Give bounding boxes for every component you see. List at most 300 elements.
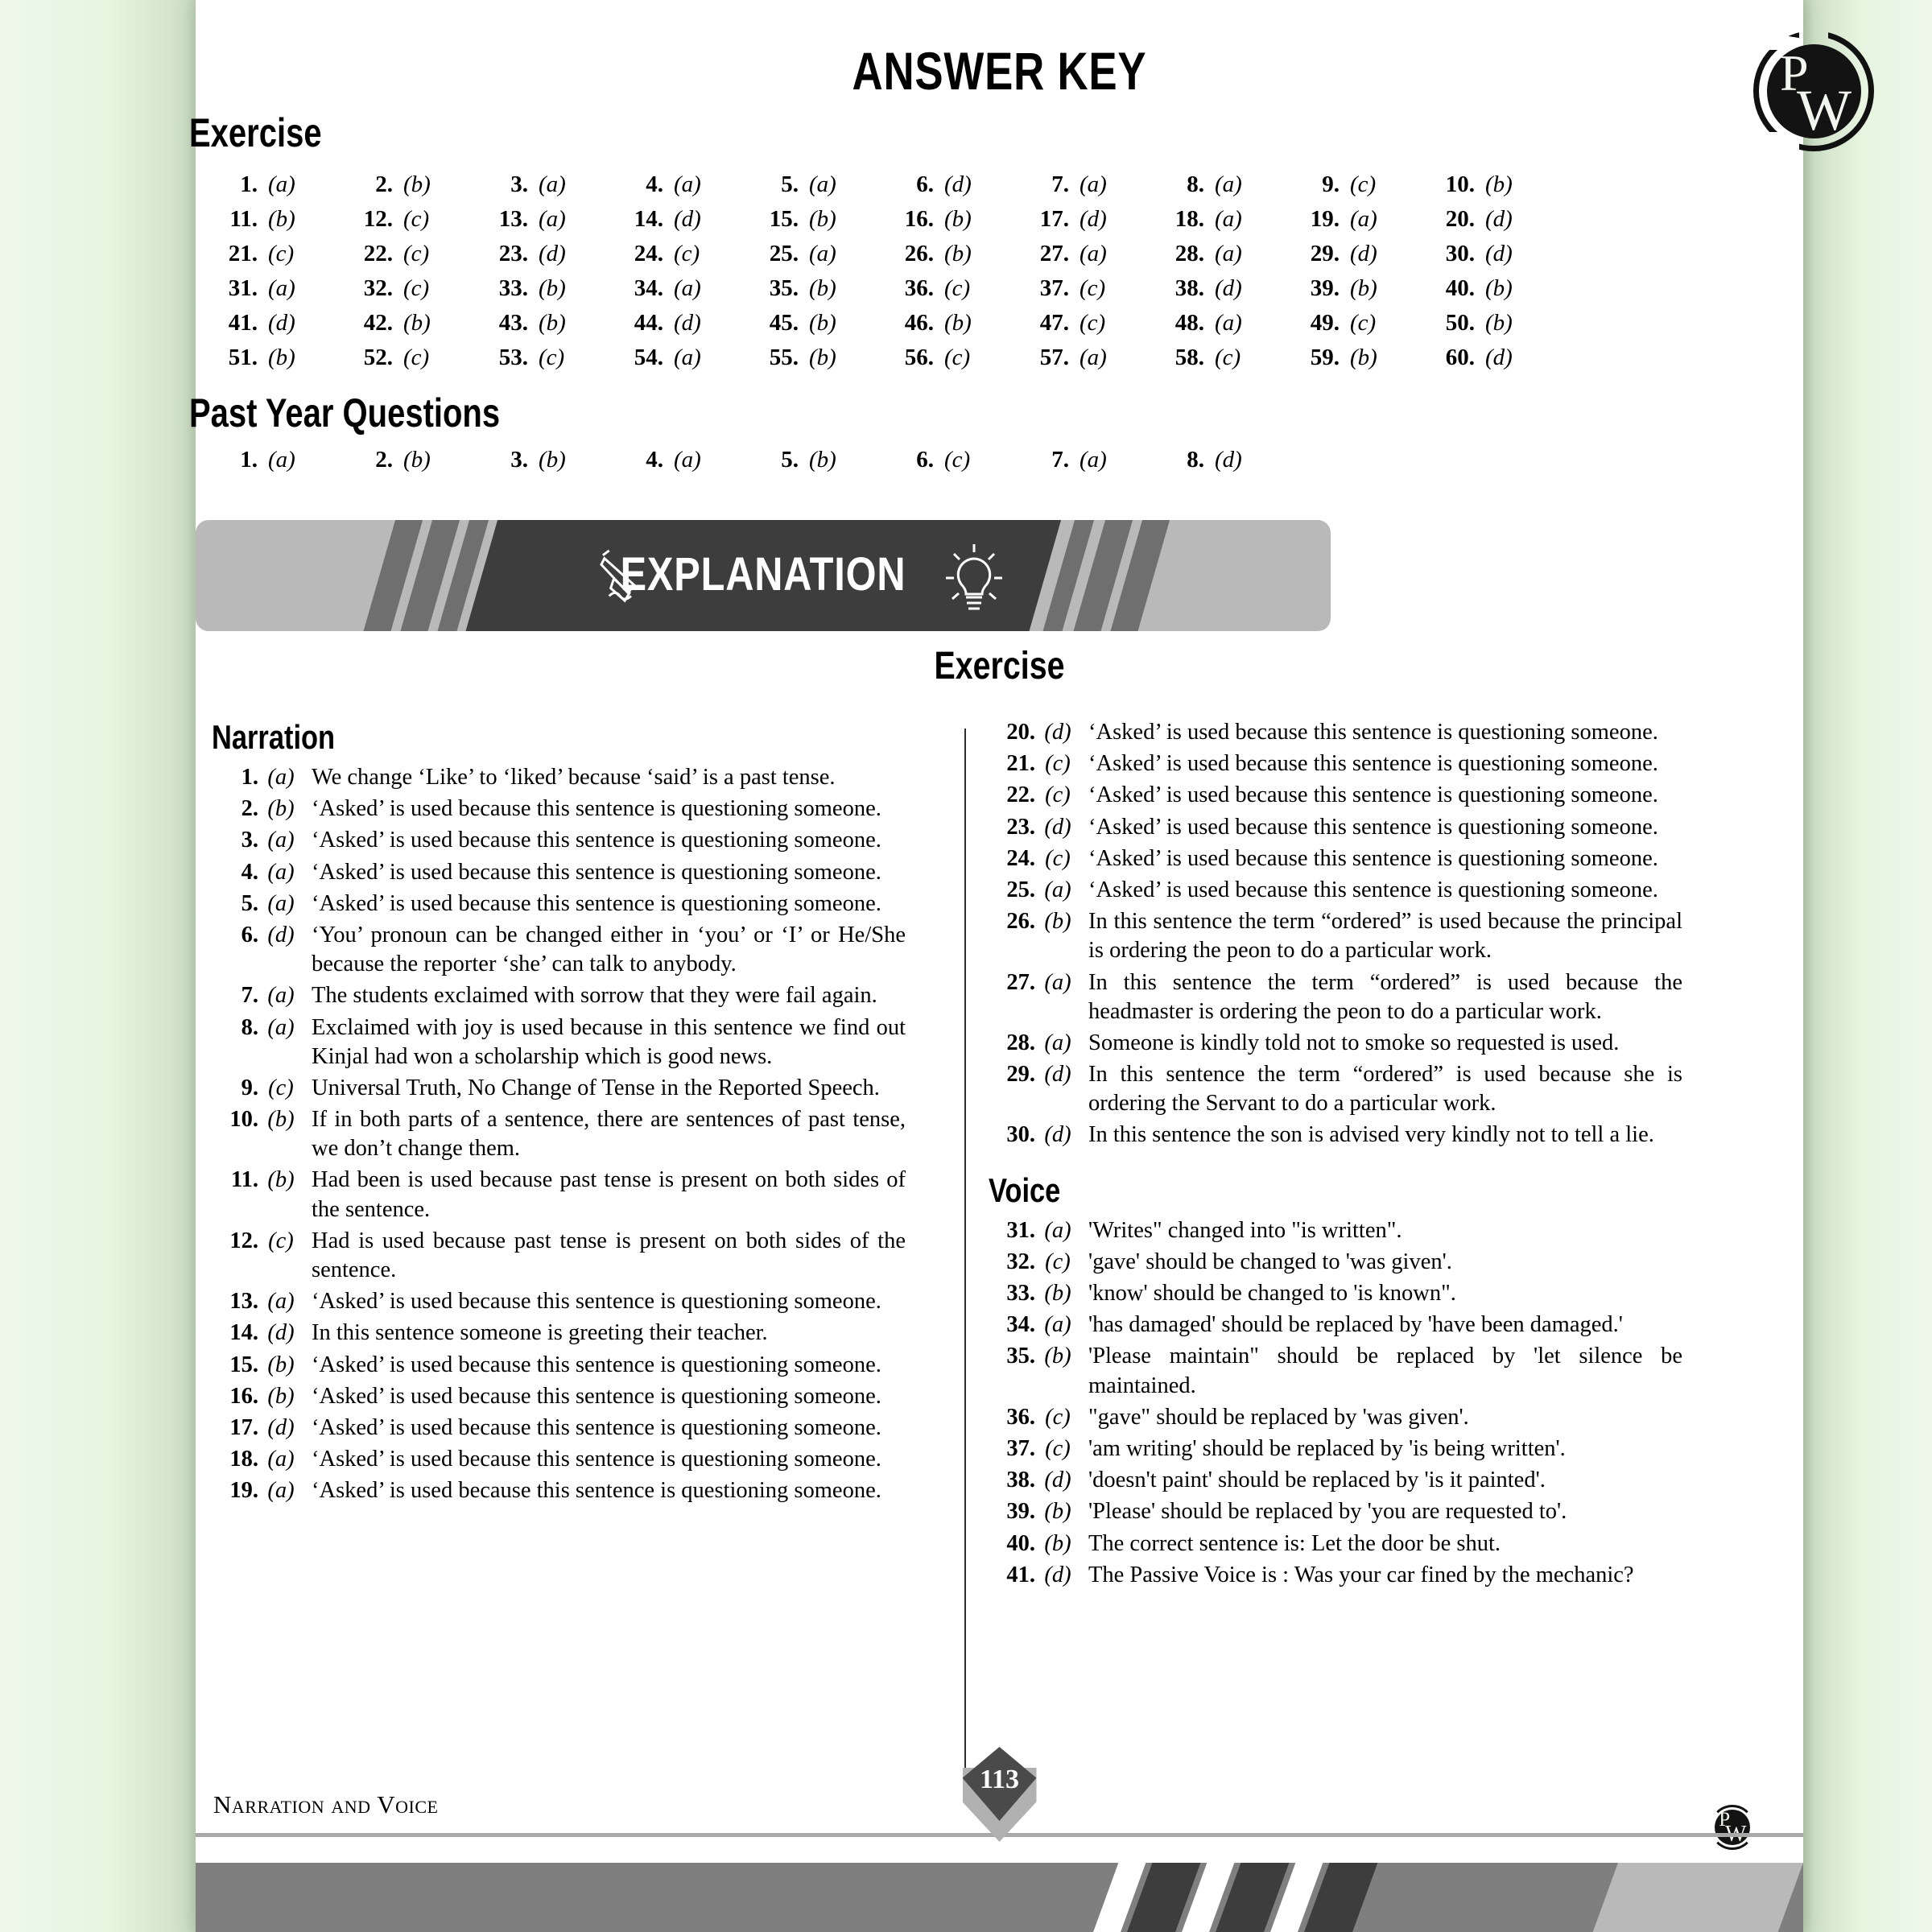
answer-option: (c) (1080, 310, 1106, 336)
item-number: 4. (241, 859, 258, 885)
answer-option: (a) (268, 275, 295, 301)
item-number: 6. (241, 922, 258, 947)
answer-key-cell (216, 241, 351, 267)
answer-key-cell (757, 241, 892, 267)
answer-key-cell (1433, 206, 1568, 233)
item-option: (c) (1045, 845, 1071, 871)
item-number: 35. (1006, 1344, 1035, 1369)
item-number: 26. (1006, 909, 1035, 935)
answer-option: (a) (674, 171, 701, 197)
item-text: ‘Asked’ is used because this sentence is questioning someone. (312, 1383, 881, 1409)
answer-number: 36. (904, 275, 934, 301)
answer-key-cell (1433, 171, 1568, 198)
answer-option: (b) (809, 310, 836, 336)
explanation-item (989, 1342, 1682, 1400)
answer-key-cell (757, 447, 892, 473)
item-option: (a) (267, 1447, 295, 1472)
answer-key-cell (757, 275, 892, 302)
answer-key-past-year-grid (216, 443, 1568, 477)
item-option: (c) (1045, 751, 1071, 777)
item-text: ‘Asked’ is used because this sentence is questioning someone. (312, 828, 881, 853)
answer-key-cell (1433, 241, 1568, 267)
answer-number: 53. (498, 345, 528, 370)
explanation-item (989, 876, 1682, 905)
answer-key-cell (757, 206, 892, 233)
answer-number: 54. (634, 345, 663, 370)
explanation-item (989, 907, 1682, 965)
explanation-item (989, 1435, 1682, 1463)
item-text: 'Please' should be replaced by 'you are requested to'. (1088, 1499, 1567, 1525)
explanation-item (989, 844, 1682, 873)
answer-option: (a) (1215, 171, 1242, 197)
answer-number: 20. (1445, 206, 1475, 232)
item-number: 1. (241, 765, 258, 790)
item-option: (a) (267, 983, 295, 1009)
item-number: 30. (1006, 1122, 1035, 1148)
answer-option: (a) (1080, 171, 1107, 197)
answer-number: 11. (229, 206, 258, 232)
answer-key-cell (1027, 171, 1162, 198)
answer-key-cell (1433, 310, 1568, 336)
answer-option: (b) (944, 241, 972, 266)
answer-option: (d) (674, 310, 701, 336)
answer-number: 1. (240, 447, 258, 473)
explanation-item (989, 1311, 1682, 1340)
answer-number: 16. (904, 206, 934, 232)
item-option: (d) (267, 1320, 295, 1346)
explanation-item (989, 718, 1682, 747)
answer-key-cell (621, 275, 757, 302)
answer-option: (b) (1485, 310, 1513, 336)
answer-key-cell (486, 241, 621, 267)
explanation-item (989, 781, 1682, 810)
answer-key-cell (892, 310, 1027, 336)
explanation-right-column (989, 718, 1682, 1592)
page-background-left (0, 0, 201, 1932)
item-text: Had is used because past tense is present on both sides of the sentence. (312, 1228, 906, 1282)
item-option: (c) (1045, 782, 1071, 808)
answer-option: (b) (1350, 275, 1377, 301)
answer-key-cell (1298, 241, 1433, 267)
item-number: 23. (1006, 814, 1035, 840)
item-text: Had been is used because past tense is present on both sides of the sentence. (312, 1167, 906, 1222)
item-text: ‘Asked’ is used because this sentence is questioning someone. (312, 859, 881, 885)
item-number: 19. (229, 1478, 258, 1504)
item-number: 11. (230, 1167, 258, 1193)
page-number-badge (963, 1747, 1037, 1842)
answer-number: 31. (228, 275, 258, 301)
item-option: (d) (267, 922, 295, 947)
item-option: (b) (267, 796, 295, 822)
answer-key-row (216, 341, 1568, 375)
answer-number: 9. (1322, 171, 1340, 197)
item-text: ‘Asked’ is used because this sentence is questioning someone. (312, 1414, 881, 1440)
item-option: (a) (267, 765, 295, 790)
answer-key-cell (621, 241, 757, 267)
explanation-item (989, 1497, 1682, 1526)
item-text: 'Writes" changed into "is written". (1088, 1217, 1402, 1243)
item-number: 3. (241, 828, 258, 853)
answer-number: 1. (240, 171, 258, 197)
answer-number: 29. (1310, 241, 1340, 266)
explanation-item (212, 1382, 906, 1411)
item-number: 5. (241, 890, 258, 916)
item-text: Universal Truth, No Change of Tense in the Reported Speech. (312, 1075, 880, 1100)
item-number: 9. (241, 1075, 258, 1100)
answer-option: (b) (268, 345, 295, 370)
answer-option: (d) (944, 171, 972, 197)
answer-number: 55. (769, 345, 799, 370)
answer-option: (c) (403, 345, 430, 370)
answer-key-cell (1162, 310, 1298, 336)
item-option: (d) (1044, 1122, 1071, 1148)
pw-logo-icon (1753, 31, 1874, 151)
item-option: (b) (1044, 1530, 1071, 1556)
answer-number: 23. (498, 241, 528, 266)
answer-option: (b) (539, 310, 566, 336)
answer-option: (a) (268, 171, 295, 197)
explanation-item (989, 1403, 1682, 1432)
answer-option: (a) (1215, 310, 1242, 336)
explanation-item (212, 795, 906, 824)
explanation-section-heading: Exercise (934, 645, 1065, 687)
answer-number: 13. (498, 206, 528, 232)
explanation-item (989, 1248, 1682, 1277)
answer-number: 45. (769, 310, 799, 336)
item-number: 28. (1006, 1030, 1035, 1055)
item-text: 'has damaged' should be replaced by 'have been damaged.' (1088, 1312, 1623, 1338)
item-text: "gave" should be replaced by 'was given'. (1088, 1404, 1469, 1430)
answer-option: (a) (674, 447, 701, 473)
item-number: 16. (229, 1383, 258, 1409)
item-number: 15. (229, 1352, 258, 1377)
answer-key-cell (621, 206, 757, 233)
answer-option: (a) (268, 447, 295, 473)
explanation-item (989, 1216, 1682, 1245)
explanation-item (212, 1476, 906, 1505)
answer-number: 4. (646, 447, 663, 473)
item-option: (d) (1044, 1562, 1071, 1587)
answer-option: (a) (1080, 345, 1107, 370)
explanation-item (989, 1121, 1682, 1150)
answer-key-cell (1162, 345, 1298, 371)
answer-key-cell (621, 345, 757, 371)
answer-option: (c) (674, 241, 700, 266)
answer-key-cell (1027, 310, 1162, 336)
answer-key-cell (1162, 241, 1298, 267)
answer-key-cell (1298, 171, 1433, 198)
item-text: ‘Asked’ is used because this sentence is questioning someone. (312, 1447, 881, 1472)
answer-key-cell (1298, 206, 1433, 233)
answer-key-row (216, 443, 1568, 477)
item-number: 32. (1006, 1249, 1035, 1274)
answer-number: 12. (363, 206, 393, 232)
explanation-item (212, 1445, 906, 1474)
answer-key-cell (1162, 171, 1298, 198)
voice-heading: Voice (989, 1170, 1061, 1209)
answer-number: 35. (769, 275, 799, 301)
answer-number: 56. (904, 345, 934, 370)
answer-number: 48. (1174, 310, 1204, 336)
answer-option: (d) (1350, 241, 1377, 266)
item-option: (a) (267, 1014, 295, 1040)
answer-number: 21. (228, 241, 258, 266)
answer-option: (b) (809, 345, 836, 370)
footer-bar (196, 1863, 1803, 1932)
answer-option: (a) (539, 206, 566, 232)
answer-number: 33. (498, 275, 528, 301)
item-number: 36. (1006, 1404, 1035, 1430)
answer-number: 5. (781, 171, 799, 197)
answer-key-cell (1433, 275, 1568, 302)
answer-key-cell (486, 206, 621, 233)
answer-key-cell (1162, 206, 1298, 233)
answer-number: 52. (363, 345, 393, 370)
item-text: In this sentence the term “ordered” is used because she is ordering the Servant to do a particular work. (1088, 1062, 1682, 1117)
answer-number: 47. (1039, 310, 1069, 336)
answer-option: (b) (268, 206, 295, 232)
item-text: 'doesn't paint' should be replaced by 'is it painted'. (1088, 1468, 1546, 1493)
item-text: 'am writing' should be replaced by 'is being written'. (1088, 1435, 1566, 1461)
answer-option: (d) (539, 241, 566, 266)
answer-number: 5. (781, 447, 799, 473)
item-option: (c) (268, 1075, 294, 1100)
explanation-item (989, 749, 1682, 778)
item-text: ‘Asked’ is used because this sentence is questioning someone. (1088, 814, 1658, 840)
item-text: The students exclaimed with sorrow that they were fail again. (312, 983, 877, 1009)
explanation-item (989, 1060, 1682, 1118)
answer-option: (b) (403, 447, 431, 473)
column-divider (964, 729, 966, 1799)
item-number: 39. (1006, 1499, 1035, 1525)
answer-key-cell (1162, 275, 1298, 302)
answer-key-cell (621, 310, 757, 336)
narration-heading: Narration (212, 718, 336, 756)
answer-option: (a) (1215, 206, 1242, 232)
item-number: 27. (1006, 969, 1035, 995)
item-number: 25. (1006, 877, 1035, 902)
item-text: 'Please maintain" should be replaced by 'let silence be maintained. (1088, 1344, 1682, 1398)
explanation-item (989, 1279, 1682, 1308)
item-option: (b) (267, 1107, 295, 1133)
item-option: (a) (267, 828, 295, 853)
answer-option: (a) (539, 171, 566, 197)
item-number: 29. (1006, 1062, 1035, 1088)
explanation-item (212, 1166, 906, 1224)
answer-number: 59. (1310, 345, 1340, 370)
answer-number: 40. (1445, 275, 1475, 301)
answer-key-cell (216, 310, 351, 336)
answer-option: (d) (1080, 206, 1107, 232)
answer-number: 4. (646, 171, 663, 197)
item-text: The Passive Voice is : Was your car fined by the mechanic? (1088, 1562, 1634, 1587)
answer-key-cell (351, 241, 486, 267)
item-option: (c) (1045, 1435, 1071, 1461)
document-page (189, 0, 1852, 1932)
answer-option: (b) (403, 171, 431, 197)
answer-option: (a) (1215, 241, 1242, 266)
logo-letter-w: W (1797, 78, 1852, 142)
answer-option: (c) (944, 447, 971, 473)
answer-number: 28. (1174, 241, 1204, 266)
item-option: (a) (267, 1289, 295, 1315)
pw-logo-footer-icon (1710, 1805, 1755, 1850)
answer-option: (b) (809, 275, 836, 301)
item-number: 17. (229, 1414, 258, 1440)
answer-option: (b) (809, 447, 836, 473)
item-text: The correct sentence is: Let the door be shut. (1088, 1530, 1501, 1556)
item-option: (d) (1044, 814, 1071, 840)
answer-option: (c) (403, 241, 430, 266)
answer-key-cell (621, 171, 757, 198)
answer-option: (a) (1080, 447, 1107, 473)
answer-number: 57. (1039, 345, 1069, 370)
answer-key-past-year-heading: Past Year Questions (189, 390, 501, 436)
answer-key-cell (216, 345, 351, 371)
item-number: 33. (1006, 1281, 1035, 1306)
answer-key-cell (351, 275, 486, 302)
footer-chapter-title: Narration and Voice (213, 1790, 439, 1818)
answer-key-cell (351, 171, 486, 198)
explanation-item (212, 826, 906, 855)
answer-option: (b) (1485, 171, 1513, 197)
answer-key-cell (757, 345, 892, 371)
answer-key-cell (216, 206, 351, 233)
answer-option: (c) (403, 275, 430, 301)
answer-number: 10. (1445, 171, 1475, 197)
item-text: ‘Asked’ is used because this sentence is questioning someone. (312, 1289, 881, 1315)
answer-number: 37. (1039, 275, 1069, 301)
answer-key-cell (1298, 345, 1433, 371)
explanation-left-column (212, 718, 906, 1509)
voice-explanation-list (989, 1216, 1682, 1590)
answer-key-cell (892, 447, 1027, 473)
answer-number: 3. (510, 447, 528, 473)
item-option: (c) (1045, 1404, 1071, 1430)
explanation-item (989, 1530, 1682, 1558)
answer-option: (d) (268, 310, 295, 336)
item-option: (b) (267, 1383, 295, 1409)
item-text: Exclaimed with joy is used because in this sentence we find out Kinjal had won a scholarship which is good news. (312, 1014, 906, 1069)
answer-key-row (216, 306, 1568, 341)
answer-key-cell (1298, 310, 1433, 336)
explanation-item (989, 1466, 1682, 1495)
answer-number: 2. (375, 171, 393, 197)
explanation-item (212, 1227, 906, 1285)
answer-key-cell (757, 171, 892, 198)
item-number: 24. (1006, 845, 1035, 871)
explanation-item (212, 921, 906, 979)
answer-number: 18. (1174, 206, 1204, 232)
answer-option: (d) (1485, 345, 1513, 370)
item-number: 14. (229, 1320, 258, 1346)
answer-key-cell (1027, 345, 1162, 371)
item-text: ‘You’ pronoun can be changed either in ‘you’ or ‘I’ or He/She because the reporter ‘she’ can talk to anybody. (312, 922, 906, 977)
item-text: ‘Asked’ is used because this sentence is questioning someone. (312, 796, 881, 822)
answer-key-cell (1027, 206, 1162, 233)
answer-number: 8. (1187, 447, 1204, 473)
explanation-item (212, 1074, 906, 1103)
answer-option: (d) (1215, 275, 1242, 301)
answer-option: (b) (539, 447, 566, 473)
item-option: (b) (267, 1167, 295, 1193)
answer-number: 22. (363, 241, 393, 266)
item-text: ‘Asked’ is used because this sentence is questioning someone. (1088, 782, 1658, 808)
answer-number: 41. (228, 310, 258, 336)
answer-key-cell (1027, 241, 1162, 267)
explanation-item (989, 813, 1682, 842)
item-option: (c) (268, 1228, 294, 1253)
answer-number: 14. (634, 206, 663, 232)
answer-key-cell (1162, 447, 1298, 473)
item-option: (d) (1044, 720, 1071, 745)
item-option: (a) (1044, 1030, 1071, 1055)
item-number: 41. (1006, 1562, 1035, 1587)
explanation-item (212, 981, 906, 1010)
item-text: ‘Asked’ is used because this sentence is questioning someone. (1088, 845, 1658, 871)
answer-number: 25. (769, 241, 799, 266)
answer-number: 17. (1039, 206, 1069, 232)
explanation-item (212, 1319, 906, 1348)
item-option: (c) (1045, 1249, 1071, 1274)
answer-option: (c) (944, 345, 971, 370)
item-option: (a) (1044, 1217, 1071, 1243)
answer-option: (c) (1215, 345, 1241, 370)
item-option: (a) (1044, 1312, 1071, 1338)
item-text: ‘Asked’ is used because this sentence is questioning someone. (312, 890, 881, 916)
banner-label: EXPLANATION (620, 548, 906, 601)
answer-option: (c) (944, 275, 971, 301)
answer-option: (d) (674, 206, 701, 232)
answer-option: (c) (403, 206, 430, 232)
answer-option: (c) (1080, 275, 1106, 301)
answer-number: 60. (1445, 345, 1475, 370)
answer-number: 7. (1051, 447, 1069, 473)
answer-key-exercise-heading: Exercise (189, 110, 322, 155)
item-number: 10. (229, 1107, 258, 1133)
footer-bar-light (1593, 1863, 1803, 1932)
answer-option: (c) (268, 241, 295, 266)
item-option: (d) (267, 1414, 295, 1440)
answer-number: 2. (375, 447, 393, 473)
explanation-item (212, 1105, 906, 1163)
item-option: (b) (1044, 909, 1071, 935)
answer-key-exercise-grid (216, 167, 1568, 375)
answer-number: 6. (916, 447, 934, 473)
answer-key-cell (1298, 275, 1433, 302)
item-text: ‘Asked’ is used because this sentence is questioning someone. (1088, 720, 1658, 745)
item-option: (b) (1044, 1281, 1071, 1306)
logo-letter-p: P (1780, 44, 1809, 101)
page-title: ANSWER KEY (852, 41, 1147, 101)
answer-key-cell (351, 447, 486, 473)
answer-key-row (216, 271, 1568, 306)
answer-number: 7. (1051, 171, 1069, 197)
explanation-item (989, 1029, 1682, 1058)
answer-number: 49. (1310, 310, 1340, 336)
item-number: 13. (229, 1289, 258, 1315)
answer-key-row (216, 167, 1568, 202)
item-option: (a) (1044, 969, 1071, 995)
answer-key-cell (892, 206, 1027, 233)
answer-key-cell (1027, 275, 1162, 302)
answer-number: 3. (510, 171, 528, 197)
answer-key-cell (486, 345, 621, 371)
answer-number: 34. (634, 275, 663, 301)
narration-explanation-list (212, 763, 906, 1506)
item-number: 40. (1006, 1530, 1035, 1556)
answer-number: 46. (904, 310, 934, 336)
